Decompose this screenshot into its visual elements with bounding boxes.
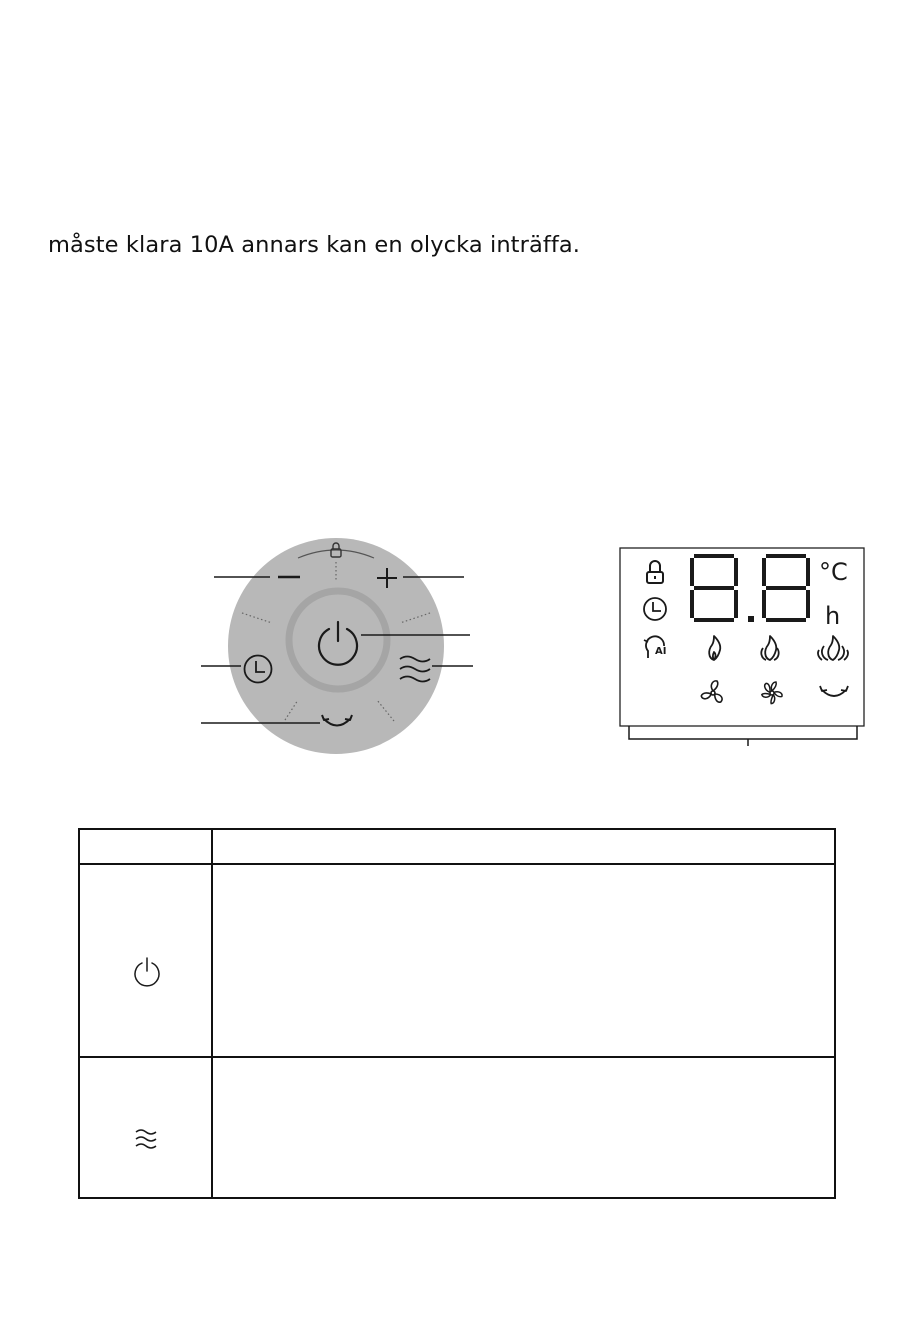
table-row: [80, 1058, 834, 1198]
lcd-digit-segment: [766, 618, 806, 622]
lcd-ai-label: AI: [655, 646, 667, 657]
lcd-decimal-point: [748, 616, 754, 622]
lcd-digit-segment: [762, 590, 766, 618]
lcd-bracket: [629, 726, 857, 746]
lcd-hours-unit: h: [825, 602, 841, 630]
lcd-digit-segment: [806, 558, 810, 586]
lcd-digit-segment: [690, 558, 694, 586]
lcd-digit-segment: [734, 590, 738, 618]
table-heat-waves-icon: [120, 1118, 172, 1158]
table-power-icon: [120, 955, 172, 995]
lcd-digit-segment: [806, 590, 810, 618]
lcd-digit-segment: [766, 554, 806, 558]
lcd-digit-segment: [694, 586, 734, 590]
lcd-display-diagram: [600, 540, 870, 755]
lcd-digit-segment: [766, 586, 806, 590]
lcd-digit-segment: [694, 554, 734, 558]
table-row: [80, 865, 834, 1056]
lcd-temp-unit: °C: [819, 558, 848, 586]
function-table: [78, 828, 836, 1199]
intro-text: måste klara 10A annars kan en olycka inträffa.: [48, 232, 581, 258]
lcd-digit-segment: [762, 558, 766, 586]
control-panel-diagram: [0, 520, 520, 770]
lcd-digit-segment: [734, 558, 738, 586]
lcd-digit-segment: [690, 590, 694, 618]
lcd-digit-segment: [694, 618, 734, 622]
